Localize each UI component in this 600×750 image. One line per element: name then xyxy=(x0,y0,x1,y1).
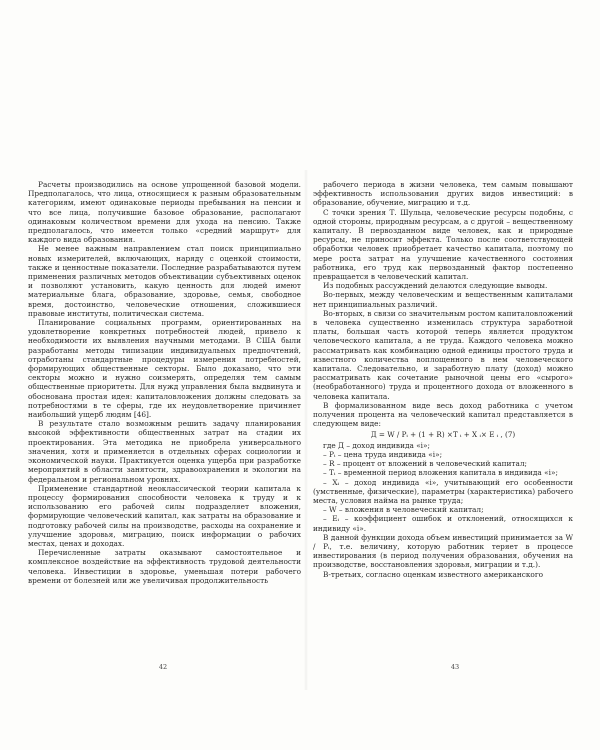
page-number-right: 43 xyxy=(450,663,460,671)
definition-item: – Xᵢ – доход индивида «i», учитывающий его особенности (умственные, физические), параметры (характеристика) рабочего места, условия найма на рынке труда; xyxy=(313,477,573,505)
paragraph: В результате стало возможным решить задачу планирования высокой эффективности общественных затрат на стадии их проектирования. Эта методика не приобрела универсального значения, хотя и применяется в отдельных сферах социологии и экономической науки. Практикуется оценка ущерба при разработке мероприятий в области занятости, здравоохранения и экологии на федеральном и региональном уровнях. xyxy=(28,419,301,484)
paragraph: Применение стандартной неоклассической теории капитала к процессу формирования способности человека к труду и к использованию его рабочей силы подразделяет вложения, формирующие человеческий капитал, как затраты на образование и подготовку рабочей силы на производстве, расходы на сохранение и улучшение здоровья, миграцию, поиск информации о рабочих местах, ценах и доходах. xyxy=(28,483,301,548)
paragraph: В формализованном виде весь доход работника с учетом получения процента на человеческий капитал представляется в следующем виде: xyxy=(313,400,573,429)
definition-item: – R – процент от вложений в человеческий капитал; xyxy=(323,459,528,469)
paragraph: Перечисленные затраты оказывают самостоятельное и комплексное воздействие на эффективность трудовой деятельности человека. Инвестиции в здоровье, уменьшая потери рабочего времени от болезней или же увеличивая продолжительность xyxy=(28,548,301,585)
paragraph: В-третьих, согласно оценкам известного американского xyxy=(323,569,544,579)
paragraph: рабочего периода в жизни человека, тем самым повышают эффективность использования других видов инвестиций: в образование, обучение, миграцию и т.д. xyxy=(313,180,573,208)
paragraph: Из подобных рассуждений делаются следующие выводы. xyxy=(323,281,548,291)
paragraph: Во-вторых, в связи со значительным ростом капиталовложений в человека существенно изменилась структура заработной платы, большая часть которой теперь является продуктом человеческого капитала, а не труда. Каждого человека можно рассматривать как комбинацию одной единицы простого труда и известного количества воплощенного в нем человеческого капитала. Следовательно, и заработную плату (доход) можно рассматривать как сочетание рыночной цены его «сырого» (необработанного) труда и процентного дохода от вложенного в человека капитала. xyxy=(313,308,573,401)
right-page xyxy=(313,180,573,579)
definition-item: где Д – доход индивида «i»; xyxy=(323,440,431,450)
paragraph: Во-первых, между человеческим и вещественным капиталами нет принципиальных различий. xyxy=(313,290,573,309)
income-formula: Д = W / Pᵢ + (1 + R) ×T ᵢ + X ᵢ× E ᵢ , (7) xyxy=(370,430,516,440)
paragraph: Не менее важным направлением стал поиск принципиально новых измерителей, включающих, наряду с оценкой стоимости, также и ценностные показатели. Последние разрабатываются путем применения различных методов объективации субъективных оценок и позволяют установить, какую ценность для людей имеют материальные блага, образование, здоровье, семья, свободное время, достоинство, человеческие отношения, сложившиеся правовые институты, политическая система. xyxy=(28,244,301,318)
definition-item: – W – вложения в человеческий капитал; xyxy=(323,505,484,515)
book-gutter-shadow xyxy=(304,170,308,690)
left-page xyxy=(28,180,301,585)
paragraph: С точки зрения Т. Шульца, человеческие ресурсы подобны, с одной стороны, природным ресурсам, а с другой – вещественному капиталу. В первозданном виде человек, как и природные ресурсы, не приносит эффекта. Только после соответствующей обработки человек приобретает качество капитала, поэтому по мере роста затрат на улучшение качественного состояния работника, его труд как первозданный фактор постепенно превращается в человеческий капитал. xyxy=(313,207,573,282)
paragraph: Планирование социальных программ, ориентированных на удовлетворение конкретных потребностей людей, привело к необходимости их выявления научными методами. В США были разработаны методы типизации индивидуальных предпочтений, отработаны стандартные процедуры измерения потребностей, формирующих общественные секторы. Было доказано, что эти секторы можно и нужно соизмерять, определяя тем самым общественные приоритеты. Для нужд управления была выдвинута и обоснована простая идея: капиталовложения должны следовать за потребностями в те сферы, где их неудовлетворение причиняет наибольший ущерб людям [46]. xyxy=(28,318,301,420)
definition-item: – Eᵢ – коэффициент ошибок и отклонений, относящихся к индивиду «i». xyxy=(313,514,573,533)
paragraph: В данной функции дохода объем инвестиций принимается за W / Pᵢ, т.е. величину, которую работник теряет в процессе инвестирования (в период получения образования, обучения на производстве, восстановления здоровья, миграции и т.д.). xyxy=(313,532,573,570)
paragraph: Расчеты производились на основе упрощенной базовой модели. Предполагалось, что лица, относящиеся к разным образовательным категориям, имеют одинаковые периоды пребывания на пенсии и что все лица, получившие базовое образование, располагают одинаковым количеством времени для ухода на пенсию. Также предполагалось, что имеется только «средний маршрут» для каждого вида образования. xyxy=(28,180,301,245)
definition-item: – Tᵢ – временной период вложения капитала в индивида «i»; xyxy=(323,468,558,478)
page-number-left: 42 xyxy=(158,663,168,671)
definition-item: – Pᵢ – цена труда индивида «i»; xyxy=(323,449,443,459)
